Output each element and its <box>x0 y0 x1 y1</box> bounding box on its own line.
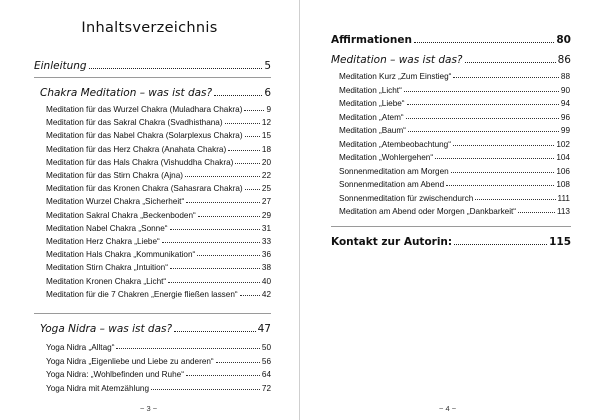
toc-item-page: 111 <box>557 193 570 203</box>
toc-item-page: 106 <box>556 166 570 176</box>
toc-leader <box>116 348 259 349</box>
toc-item-page: 18 <box>261 144 271 154</box>
toc-leader <box>245 189 260 190</box>
toc-leader <box>162 242 260 243</box>
toc-leader <box>151 389 260 390</box>
toc-item-label: Meditation „Atem“ <box>339 112 404 122</box>
toc-leader <box>453 145 554 146</box>
toc-entry-label: Meditation – was ist das? <box>331 54 463 66</box>
right-page <box>301 0 600 420</box>
toc-item[interactable] <box>339 72 570 81</box>
toc-leader <box>240 295 260 296</box>
toc-leader <box>197 255 260 256</box>
toc-item-page: 12 <box>261 118 271 128</box>
toc-leader <box>198 216 260 217</box>
toc-item[interactable] <box>46 131 271 140</box>
toc-entry-yoga-nidra[interactable] <box>40 323 271 335</box>
toc-leader <box>228 150 260 151</box>
toc-item[interactable] <box>339 113 570 122</box>
toc-item-page: 22 <box>261 171 271 180</box>
toc-leader <box>407 104 559 105</box>
toc-item-label: Meditation Wurzel Chakra „Sicherheit“ <box>46 197 185 207</box>
toc-item-label: Meditation Sakral Chakra „Beckenboden“ <box>46 210 196 220</box>
toc-item[interactable] <box>46 158 271 167</box>
page-spine <box>299 0 300 420</box>
toc-leader <box>89 68 263 69</box>
toc-item-page: 33 <box>261 237 271 246</box>
toc-item[interactable] <box>339 207 570 216</box>
toc-item-page: 108 <box>556 180 570 189</box>
toc-item[interactable] <box>339 140 570 149</box>
toc-item-label: Meditation „Licht“ <box>339 85 402 95</box>
toc-entry-label: Chakra Meditation – was ist das? <box>40 87 213 99</box>
toc-item[interactable] <box>339 126 570 135</box>
toc-item-label: Meditation für das Herz Chakra (Anahata Chakra) <box>46 144 227 154</box>
toc-item-label: Meditation Nabel Chakra „Sonne“ <box>46 223 168 233</box>
toc-item-page: 42 <box>261 289 271 299</box>
toc-item-page: 36 <box>261 250 271 260</box>
toc-leader <box>244 110 264 111</box>
toc-entry-chakra-meditation[interactable] <box>40 87 271 99</box>
toc-leader <box>446 185 554 186</box>
toc-leader <box>225 123 260 124</box>
toc-item[interactable] <box>46 224 271 233</box>
toc-item-page: 113 <box>556 207 570 216</box>
toc-item-label: Meditation für das Wurzel Chakra (Muladhara Chakra) <box>46 105 243 114</box>
toc-leader <box>186 375 260 376</box>
page-title: Inhaltsverzeichnis <box>81 20 218 36</box>
toc-item[interactable] <box>46 277 271 286</box>
toc-item-page: 31 <box>261 223 271 233</box>
toc-item-page: 9 <box>266 105 271 114</box>
toc-leader <box>518 212 555 213</box>
toc-leader <box>170 229 260 230</box>
toc-item[interactable] <box>46 171 271 180</box>
toc-item[interactable] <box>46 118 271 127</box>
toc-item-page: 56 <box>261 356 271 366</box>
toc-entry-page: 80 <box>556 34 571 46</box>
toc-leader <box>453 77 559 78</box>
section-divider <box>34 77 271 78</box>
toc-item-page: 88 <box>560 72 570 81</box>
toc-item[interactable] <box>339 86 570 95</box>
toc-leader <box>408 131 559 132</box>
toc-entry-page: 6 <box>264 87 271 99</box>
toc-entry-kontakt[interactable] <box>331 236 571 248</box>
toc-item[interactable] <box>339 194 570 203</box>
toc-leader <box>414 42 554 43</box>
toc-item[interactable] <box>46 357 271 366</box>
toc-item[interactable] <box>46 343 271 352</box>
toc-item-label: Meditation Stirn Chakra „Intuition“ <box>46 263 168 273</box>
toc-item-page: 27 <box>261 197 271 207</box>
section-divider <box>34 313 271 314</box>
toc-item-label: Meditation „Baum“ <box>339 126 406 135</box>
toc-item-label: Meditation Kurz „Zum Einstieg“ <box>339 72 452 81</box>
toc-item[interactable] <box>46 370 271 379</box>
toc-entry-label: Einleitung <box>34 60 87 72</box>
toc-entry-page: 47 <box>257 323 271 335</box>
toc-leader <box>465 62 556 63</box>
toc-item[interactable] <box>339 99 570 108</box>
toc-item[interactable] <box>46 184 271 193</box>
left-page <box>0 0 299 420</box>
toc-item-page: 20 <box>261 157 271 167</box>
toc-item[interactable] <box>46 105 271 114</box>
toc-leader <box>475 199 555 200</box>
toc-item[interactable] <box>46 145 271 154</box>
page-number: ~ 4 ~ <box>439 404 457 413</box>
toc-leader <box>404 91 559 92</box>
toc-item-page: 94 <box>560 99 570 108</box>
toc-item-page: 104 <box>556 153 570 162</box>
toc-item-page: 29 <box>261 210 271 220</box>
toc-item-label: Sonnenmeditation am Abend <box>339 180 445 189</box>
toc-item-label: Meditation Kronen Chakra „Licht“ <box>46 276 167 286</box>
toc-entry-label: Affirmationen <box>331 34 412 46</box>
toc-item[interactable] <box>46 250 271 259</box>
toc-item[interactable] <box>46 384 271 393</box>
toc-leader <box>454 244 547 245</box>
toc-item[interactable] <box>46 263 271 272</box>
toc-item-label: Sonnenmeditation für zwischendurch <box>339 193 474 203</box>
toc-item[interactable] <box>46 211 271 220</box>
toc-item-label: Meditation für das Kronen Chakra (Sahasrara Chakra) <box>46 184 243 194</box>
toc-leader <box>406 118 559 119</box>
toc-leader <box>216 362 260 363</box>
toc-item-label: Meditation „Liebe“ <box>339 99 405 108</box>
toc-entry-label: Kontakt zur Autorin: <box>331 236 453 248</box>
toc-item[interactable] <box>339 167 570 176</box>
toc-leader <box>245 136 260 137</box>
toc-item[interactable] <box>46 290 271 299</box>
toc-leader <box>174 331 256 332</box>
toc-item-page: 99 <box>560 126 570 135</box>
toc-item-label: Meditation Hals Chakra „Kommunikation“ <box>46 250 196 260</box>
toc-item-label: Meditation für das Nabel Chakra (Solarplexus Chakra) <box>46 131 243 141</box>
toc-entry-label: Yoga Nidra – was ist das? <box>40 323 173 335</box>
toc-entry-page: 115 <box>549 236 571 248</box>
toc-item-page: 38 <box>261 263 271 273</box>
toc-entry-einleitung[interactable] <box>34 60 271 72</box>
toc-item-label: Meditation für das Sakral Chakra (Svadhisthana) <box>46 118 223 128</box>
toc-item-label: Yoga Nidra mit Atemzählung <box>46 383 150 393</box>
toc-item-page: 64 <box>261 370 271 379</box>
toc-leader <box>185 176 260 177</box>
toc-item-page: 25 <box>261 184 271 194</box>
toc-entry-meditation[interactable] <box>331 54 571 66</box>
toc-item-page: 15 <box>261 131 271 141</box>
toc-item-label: Yoga Nidra: „Wohlbefinden und Ruhe“ <box>46 370 184 379</box>
toc-entry-page: 86 <box>557 54 571 66</box>
toc-item-label: Meditation Herz Chakra „Liebe“ <box>46 237 160 246</box>
toc-item-label: Meditation „Wohlergehen“ <box>339 153 434 162</box>
toc-leader <box>435 158 554 159</box>
page-number: ~ 3 ~ <box>140 404 158 413</box>
toc-item-page: 102 <box>556 139 570 149</box>
toc-item-label: Meditation für das Stirn Chakra (Ajna) <box>46 171 183 180</box>
toc-leader <box>235 163 260 164</box>
section-divider <box>331 226 571 227</box>
toc-entry-affirmationen[interactable] <box>331 34 571 46</box>
toc-leader <box>214 95 262 96</box>
toc-item[interactable] <box>339 180 570 189</box>
toc-leader <box>170 268 260 269</box>
toc-item-label: Meditation „Atembeobachtung“ <box>339 139 451 149</box>
toc-item-page: 40 <box>261 276 271 286</box>
toc-item-label: Yoga Nidra „Alltag“ <box>46 343 115 352</box>
toc-entry-page: 5 <box>264 60 271 72</box>
toc-item[interactable] <box>46 197 271 206</box>
toc-leader <box>451 172 555 173</box>
toc-item-label: Meditation für die 7 Chakren „Energie fließen lassen“ <box>46 289 238 299</box>
toc-item-label: Meditation am Abend oder Morgen „Dankbarkeit“ <box>339 207 517 216</box>
toc-item-label: Sonnenmeditation am Morgen <box>339 166 449 176</box>
toc-item-page: 96 <box>560 112 570 122</box>
toc-leader <box>186 202 260 203</box>
toc-leader <box>168 282 260 283</box>
toc-item-label: Meditation für das Hals Chakra (Vishuddha Chakra) <box>46 157 234 167</box>
toc-item-label: Yoga Nidra „Eigenliebe und Liebe zu anderen“ <box>46 356 214 366</box>
toc-item[interactable] <box>46 237 271 246</box>
toc-item-page: 50 <box>261 343 271 352</box>
toc-item-page: 72 <box>261 383 271 393</box>
toc-item-page: 90 <box>560 85 570 95</box>
toc-item[interactable] <box>339 153 570 162</box>
